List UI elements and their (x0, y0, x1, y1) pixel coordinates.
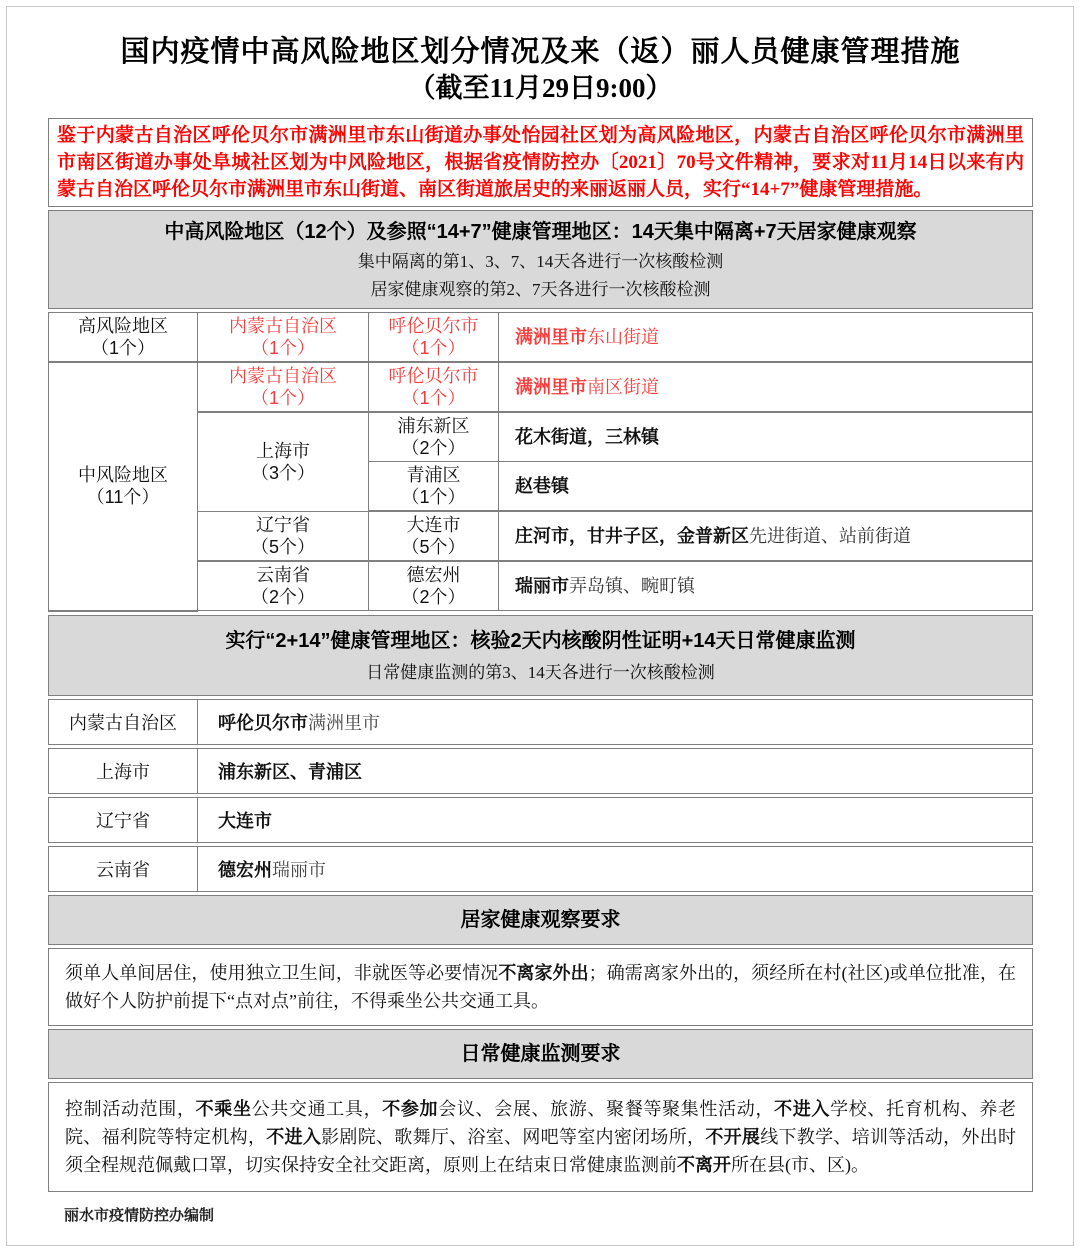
home-observation-text: 须单人单间居住，使用独立卫生间，非就医等必要情况不离家外出；确需离家外出的，须经所在村(社区)或单位批准，在做好个人防护前提下“点对点”前往，不得乘坐公共交通工具。 (48, 948, 1033, 1026)
area-detail-cell: 德宏州瑞丽市 (218, 859, 326, 880)
home-observation-title: 居家健康观察要求 (460, 908, 621, 931)
province-cell: 云南省 (49, 847, 198, 891)
province-cell: 云南省 （2个） (198, 561, 369, 611)
area-detail-cell: 呼伦贝尔市满洲里市 (218, 712, 380, 733)
section-stack (48, 118, 1033, 1192)
daily-monitoring-text: 控制活动范围，不乘坐公共交通工具，不参加会议、会展、旅游、聚餐等聚集性活动，不进入学校、托育机构、养老院、福利院等特定机构，不进入影剧院、歌舞厅、浴室、网吧等室内密闭场所，不开展线下教学、培训等活动，外出时须全程规范佩戴口罩，切实保持安全社交距离，原则上在结束日常健康监测前不离开所在县(市、区)。 (48, 1082, 1033, 1192)
city-cell: 呼伦贝尔市 （1个） (369, 362, 499, 412)
table-row (48, 699, 1033, 745)
table-row (48, 846, 1033, 892)
area-detail-cell: 满洲里市东山街道 (499, 313, 1033, 363)
footer-credit: 丽水市疫情防控办编制 (64, 1207, 215, 1224)
page-title (48, 34, 1033, 106)
province-cell: 内蒙古自治区 （1个） (198, 313, 369, 363)
city-cell: 青浦区 （1个） (369, 462, 499, 512)
city-cell: 德宏州 （2个） (369, 561, 499, 611)
band-home-observation (48, 895, 1033, 945)
province-cell: 内蒙古自治区 （1个） (198, 362, 369, 412)
band-14-7-sub1: 集中隔离的第1、3、7、14天各进行一次核酸检测 (357, 252, 724, 271)
band-14-7-sub2: 居家健康观察的第2、7天各进行一次核酸检测 (370, 280, 711, 299)
province-cell: 上海市 (49, 749, 198, 793)
area-detail-cell: 赵巷镇 (499, 462, 1033, 512)
city-cell: 呼伦贝尔市 （1个） (369, 313, 499, 363)
area-detail-cell: 满洲里市南区街道 (499, 362, 1033, 412)
area-detail-cell: 庄河市，甘井子区，金普新区先进街道、站前街道 (499, 511, 1033, 561)
band-2-14-title: 实行“2+14”健康管理地区：核验2天内核酸阴性证明+14天日常健康监测 (225, 629, 856, 652)
document-content (48, 34, 1033, 1225)
area-detail-cell: 瑞丽市弄岛镇、畹町镇 (499, 561, 1033, 611)
risk-category-high: 高风险地区 （1个） (49, 313, 198, 363)
title-line2: （截至11月29日9:00） (408, 73, 673, 103)
band-14-7-title: 中高风险地区（12个）及参照“14+7”健康管理地区：14天集中隔离+7天居家健康观察 (164, 221, 917, 243)
band-14-7-header (48, 210, 1033, 309)
band-2-14-sub1: 日常健康监测的第3、14天各进行一次核酸检测 (366, 662, 715, 682)
table-2-14 (48, 699, 1033, 892)
table-row (49, 313, 1033, 363)
table-row (49, 362, 1033, 412)
daily-monitoring-title: 日常健康监测要求 (460, 1042, 621, 1065)
city-cell: 大连市 （5个） (369, 511, 499, 561)
area-detail-cell: 大连市 (218, 810, 272, 831)
risk-table-wrap (48, 312, 1033, 612)
area-detail-cell: 浦东新区、青浦区 (218, 761, 362, 782)
title-line1: 国内疫情中高风险地区划分情况及来（返）丽人员健康管理措施 (120, 36, 961, 68)
table-row (48, 748, 1033, 794)
province-cell: 上海市 （3个） (198, 412, 369, 511)
notice-box: 鉴于内蒙古自治区呼伦贝尔市满洲里市东山街道办事处怡园社区划为高风险地区，内蒙古自治区呼伦贝尔市满洲里市南区街道办事处阜城社区划为中风险地区，根据省疫情防控办〔2021〕70号文件精神，要求对11月14日以来有内蒙古自治区呼伦贝尔市满洲里市东山街道、南区街道旅居史的来丽返丽人员，实行“14+7”健康管理措施。 (48, 118, 1033, 207)
province-cell: 辽宁省 (49, 798, 198, 842)
province-cell: 内蒙古自治区 (49, 700, 198, 744)
risk-category-mid: 中风险地区 （11个） (49, 362, 198, 611)
risk-table (48, 312, 1033, 612)
table-row (48, 797, 1033, 843)
band-2-14-header (48, 615, 1033, 696)
band-daily-monitoring (48, 1029, 1033, 1079)
area-detail-cell: 花木街道，三林镇 (499, 412, 1033, 462)
city-cell: 浦东新区 （2个） (369, 412, 499, 462)
province-cell: 辽宁省 （5个） (198, 511, 369, 561)
